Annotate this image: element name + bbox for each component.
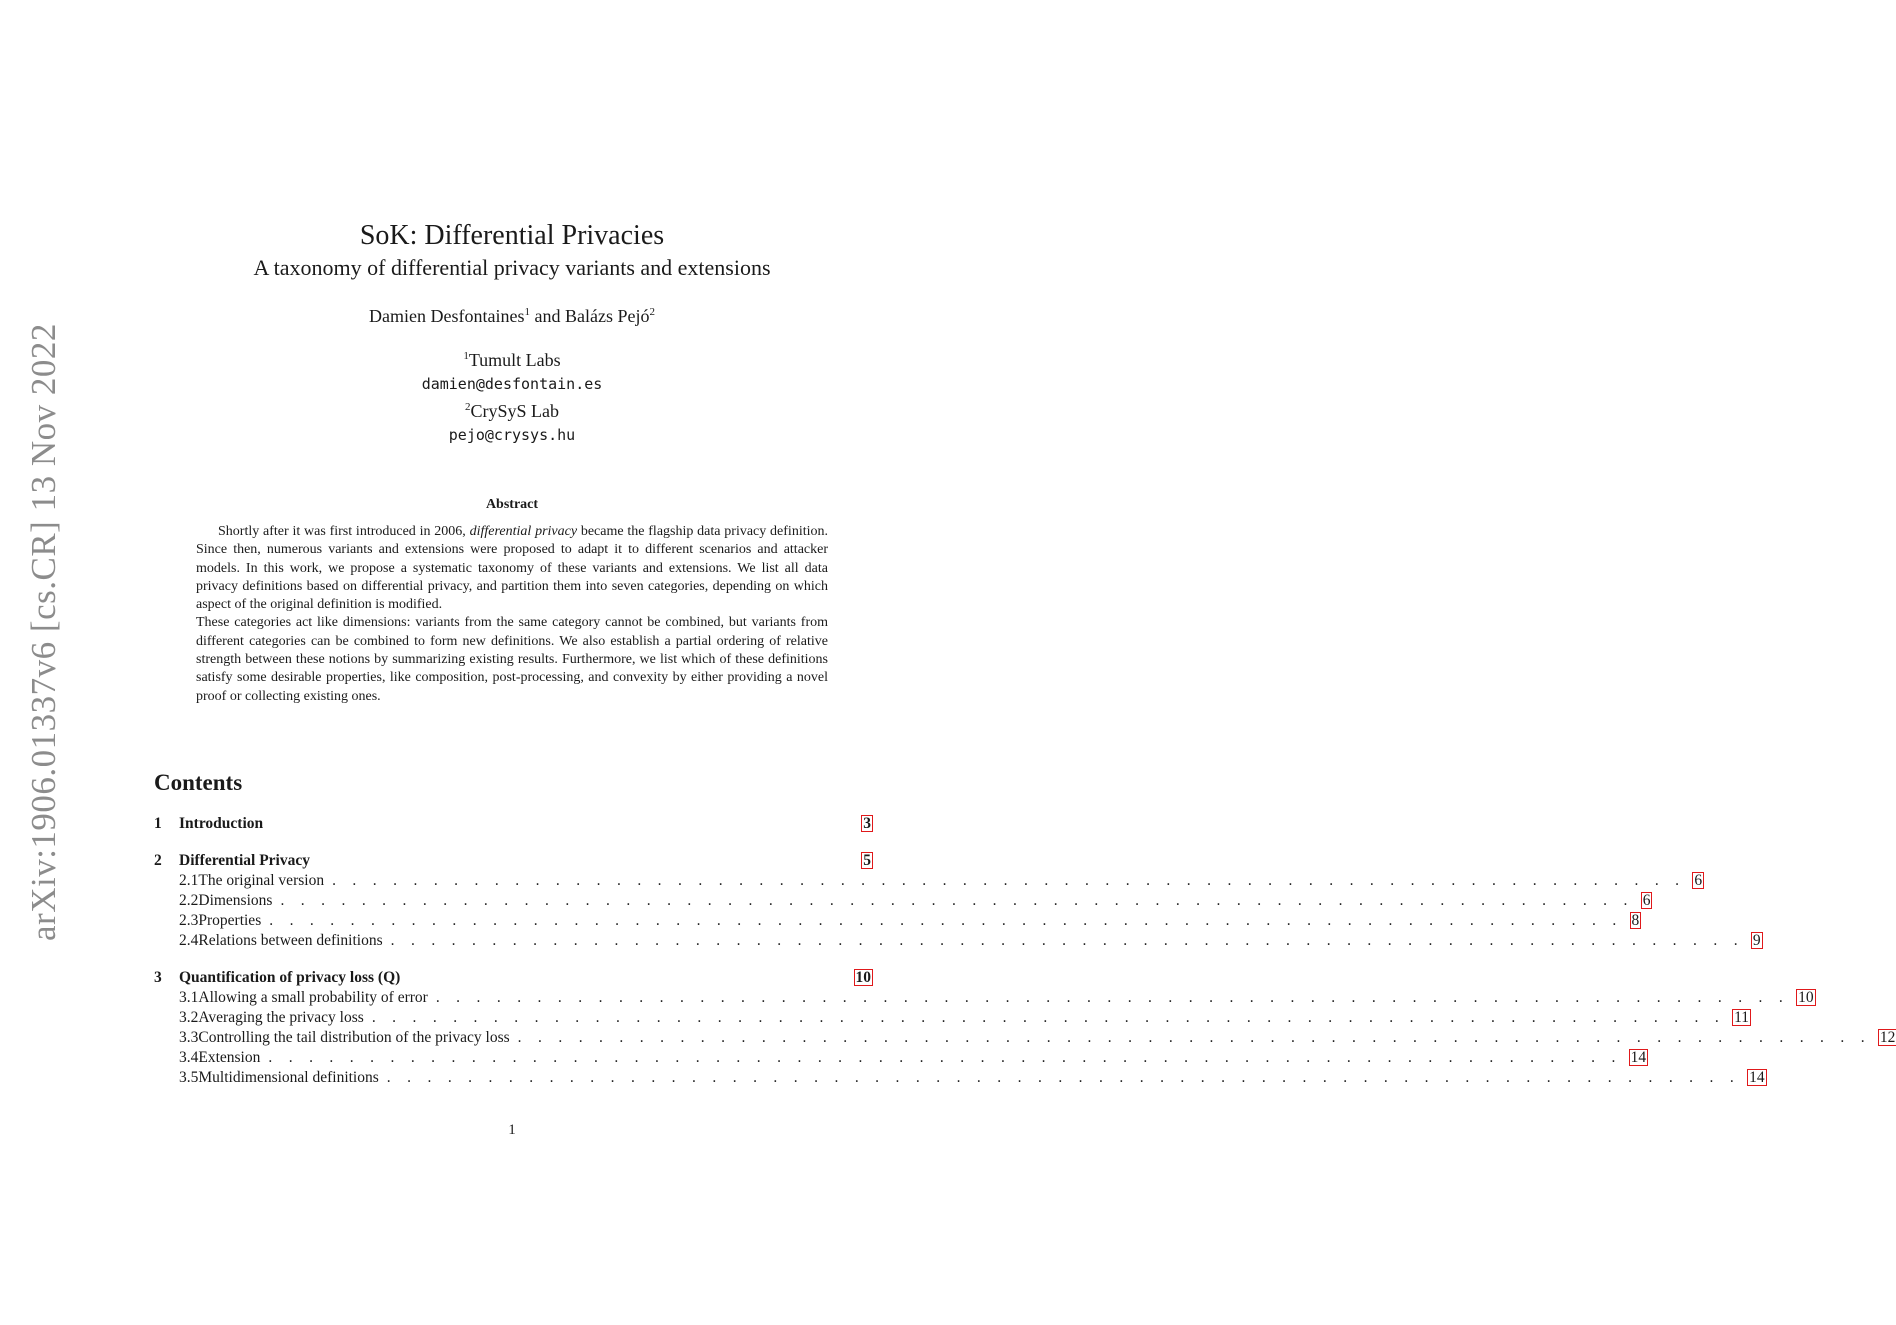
toc-page-link[interactable]: 11 xyxy=(1734,1009,1750,1026)
toc-subsection-row[interactable] xyxy=(154,871,1703,891)
toc-subsection-row[interactable] xyxy=(154,1068,1765,1088)
affiliation-1-email[interactable]: damien@desfontain.es xyxy=(421,374,603,393)
toc-page-link[interactable]: 3 xyxy=(863,815,871,832)
toc-page-link[interactable]: 9 xyxy=(1752,932,1761,949)
affiliation-1-mark: 1 xyxy=(463,350,469,362)
toc-page-link[interactable]: 14 xyxy=(1749,1069,1765,1086)
toc-section-row[interactable] xyxy=(154,814,872,834)
table-of-contents xyxy=(154,814,1896,1088)
toc-subsection-title[interactable]: The original version xyxy=(198,872,325,889)
toc-subsection-title[interactable]: Allowing a small probability of error xyxy=(198,989,428,1006)
abstract-heading: Abstract xyxy=(485,497,539,512)
author-conjunction: and xyxy=(534,306,561,326)
toc-leader-dots: . . . . . . . . . . . . . . . . . . . . . . . . . . . . . . . . . . . . . . . . . . . . . . . . . . . . . . . . . . . . . . . . . . . xyxy=(269,912,1623,929)
author-line xyxy=(0,306,1024,327)
toc-subsection-title[interactable]: Controlling the tail distribution of the privacy loss xyxy=(198,1029,510,1046)
toc-subsection-row[interactable] xyxy=(154,1028,1896,1048)
toc-page-link[interactable]: 6 xyxy=(1642,892,1651,909)
toc-subsection-title[interactable]: Properties xyxy=(198,912,262,929)
toc-subsection-title[interactable]: Dimensions xyxy=(198,892,273,909)
toc-subsection-number: 2.4 xyxy=(179,932,199,949)
toc-page-link[interactable]: 12 xyxy=(1879,1029,1896,1046)
affiliation-2-name: CrySyS Lab xyxy=(470,401,559,421)
toc-subsection-row[interactable] xyxy=(154,1008,1750,1028)
toc-section-row[interactable] xyxy=(154,851,872,871)
affiliation-2-mark: 2 xyxy=(464,401,471,413)
toc-subsection-title[interactable]: Averaging the privacy loss xyxy=(198,1009,364,1026)
paper-title: SoK: Differential Privacies xyxy=(359,220,665,251)
toc-subsection-number: 3.3 xyxy=(179,1029,199,1046)
toc-gap xyxy=(154,951,872,968)
affiliation-1-name: Tumult Labs xyxy=(468,350,561,370)
toc-subsection-number: 2.1 xyxy=(179,872,199,889)
toc-subsection-title[interactable]: Extension xyxy=(198,1049,261,1066)
toc-section-number: 3 xyxy=(154,969,162,986)
toc-page-link[interactable]: 5 xyxy=(863,852,871,869)
toc-section-number: 2 xyxy=(154,852,162,869)
toc-page-link[interactable]: 14 xyxy=(1630,1049,1647,1066)
toc-subsection-row[interactable] xyxy=(154,891,1651,911)
toc-section-title[interactable]: Quantification of privacy loss (Q) xyxy=(179,969,401,986)
page-number: 1 xyxy=(508,1122,516,1138)
affiliations xyxy=(0,345,1024,447)
affiliation-2-email[interactable]: pejo@crysys.hu xyxy=(448,425,576,444)
abstract-p1-start: Shortly after it was first introduced in 2006, xyxy=(218,524,470,539)
author-1: Damien Desfontaines xyxy=(369,306,525,326)
toc-subsection-row[interactable] xyxy=(154,931,1761,951)
toc-subsection-row[interactable] xyxy=(154,1048,1647,1068)
author-1-affil-mark: 1 xyxy=(524,306,530,318)
toc-page-link[interactable]: 10 xyxy=(1798,989,1814,1006)
abstract-p1-end: became the flagship data privacy definition. Since then, numerous variants and extensions were proposed to adapt it to different scenarios and attacker models. In this work, we propose a systematic taxonomy of these variants and extensions. We list all data privacy definitions based on differential privacy, and partition them into seven categories, depending on which aspect of the original definition is modified. xyxy=(196,524,828,613)
toc-subsection-number: 2.2 xyxy=(179,892,199,909)
toc-section-row[interactable] xyxy=(154,968,872,988)
toc-subsection-row[interactable] xyxy=(154,988,1814,1008)
abstract-paragraph-2: These categories act like dimensions: variants from the same category cannot be combined, but variants from different categories can be combined to form new definitions. We also establish a partial ordering of relative strength between these notions by summarizing existing results. Furthermore, we list which of these definitions satisfy some desirable properties, like composition, post-processing, and convexity by either providing a novel proof or collecting existing ones. xyxy=(196,615,828,704)
toc-subsection-number: 3.4 xyxy=(179,1049,199,1066)
toc-section-number: 1 xyxy=(154,815,162,832)
toc-leader-dots: . . . . . . . . . . . . . . . . . . . . . . . . . . . . . . . . . . . . . . . . . . . . . . . . . . . . . . . . . . . . . . . . . . . xyxy=(517,1029,1871,1046)
toc-subsection-number: 2.3 xyxy=(179,912,199,929)
toc-leader-dots: . . . . . . . . . . . . . . . . . . . . . . . . . . . . . . . . . . . . . . . . . . . . . . . . . . . . . . . . . . . . . . . . . . . xyxy=(390,932,1744,949)
toc-page-link[interactable]: 6 xyxy=(1694,872,1703,889)
toc-subsection-row[interactable] xyxy=(154,911,1640,931)
toc-subsection-number: 3.1 xyxy=(179,989,199,1006)
abstract-body xyxy=(196,523,828,706)
toc-gap xyxy=(154,834,872,851)
toc-section-title[interactable]: Differential Privacy xyxy=(179,852,310,869)
toc-section-title[interactable]: Introduction xyxy=(179,815,264,832)
toc-leader-dots: . . . . . . . . . . . . . . . . . . . . . . . . . . . . . . . . . . . . . . . . . . . . . . . . . . . . . . . . . . . . . . . . . . . xyxy=(280,892,1634,909)
toc-subsection-number: 3.2 xyxy=(179,1009,199,1026)
toc-leader-dots: . . . . . . . . . . . . . . . . . . . . . . . . . . . . . . . . . . . . . . . . . . . . . . . . . . . . . . . . . . . . . . . . . . . xyxy=(268,1049,1622,1066)
toc-leader-dots: . . . . . . . . . . . . . . . . . . . . . . . . . . . . . . . . . . . . . . . . . . . . . . . . . . . . . . . . . . . . . . . . . . . xyxy=(386,1069,1741,1086)
title-block xyxy=(0,218,1024,282)
arxiv-stamp[interactable]: arXiv:1906.01337v6 [cs.CR] 13 Nov 2022 xyxy=(24,323,63,941)
author-2-affil-mark: 2 xyxy=(649,306,655,318)
toc-page-link[interactable]: 10 xyxy=(855,969,871,986)
toc-leader-dots: . . . . . . . . . . . . . . . . . . . . . . . . . . . . . . . . . . . . . . . . . . . . . . . . . . . . . . . . . . . . . . . . . . . xyxy=(332,872,1686,889)
paper-subtitle: A taxonomy of differential privacy variants and extensions xyxy=(253,255,771,280)
toc-leader-dots: . . . . . . . . . . . . . . . . . . . . . . . . . . . . . . . . . . . . . . . . . . . . . . . . . . . . . . . . . . . . . . . . . . . xyxy=(435,989,1790,1006)
toc-subsection-number: 3.5 xyxy=(179,1069,199,1086)
affiliation-1 xyxy=(0,345,1024,373)
affiliation-2 xyxy=(0,396,1024,424)
toc-leader-dots: . . . . . . . . . . . . . . . . . . . . . . . . . . . . . . . . . . . . . . . . . . . . . . . . . . . . . . . . . . . . . . . . . . . xyxy=(371,1009,1726,1026)
abstract-p1-emphasis: differential privacy xyxy=(469,524,578,539)
author-2: Balázs Pejó xyxy=(564,306,650,326)
toc-subsection-title[interactable]: Relations between definitions xyxy=(198,932,383,949)
toc-page-link[interactable]: 8 xyxy=(1631,912,1640,929)
toc-subsection-title[interactable]: Multidimensional definitions xyxy=(198,1069,379,1086)
contents-heading: Contents xyxy=(154,770,243,795)
abstract-paragraph-1 xyxy=(196,523,828,614)
